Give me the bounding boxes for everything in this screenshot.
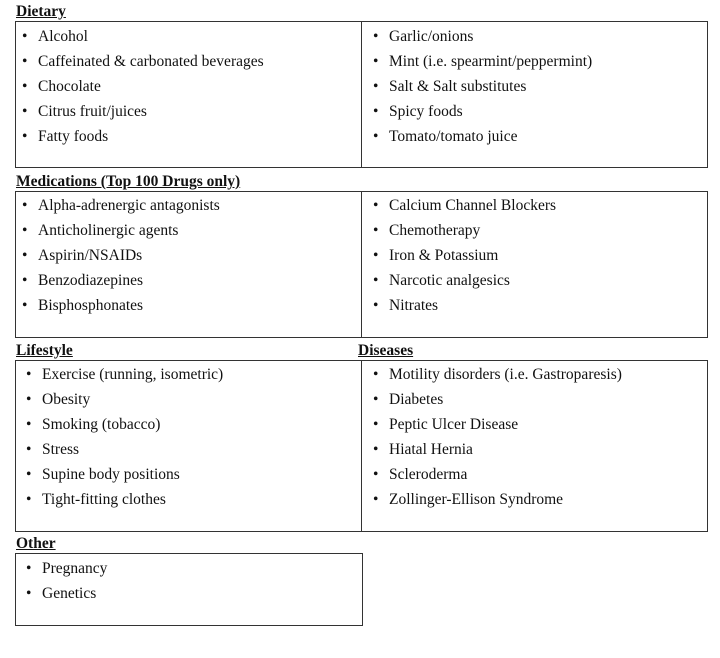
list-item: • Garlic/onions — [373, 28, 474, 45]
list-item: • Narcotic analgesics — [373, 272, 510, 289]
other-heading: Other — [16, 535, 56, 552]
list-item: • Mint (i.e. spearmint/peppermint) — [373, 53, 593, 70]
list-item: • Bisphosphonates — [22, 297, 144, 314]
list-item: • Supine body positions — [26, 466, 180, 483]
medications-right-list — [373, 193, 556, 318]
list-item: • Diabetes — [373, 391, 444, 408]
list-item: • Tomato/tomato juice — [373, 128, 518, 145]
list-item: • Anticholinergic agents — [22, 222, 179, 239]
list-item: • Caffeinated & carbonated beverages — [22, 53, 264, 70]
diseases-list — [373, 362, 622, 512]
list-item: • Alcohol — [22, 28, 88, 45]
list-item: • Hiatal Hernia — [373, 441, 473, 458]
list-item: • Chemotherapy — [373, 222, 481, 239]
dietary-divider — [361, 22, 362, 167]
dietary-heading: Dietary — [16, 3, 66, 20]
list-item: • Iron & Potassium — [373, 247, 499, 264]
list-item: • Chocolate — [22, 78, 101, 95]
list-item: • Benzodiazepines — [22, 272, 144, 289]
list-item: • Spicy foods — [373, 103, 463, 120]
list-item: • Scleroderma — [373, 466, 468, 483]
lifestyle-heading: Lifestyle — [16, 342, 73, 359]
list-item: • Citrus fruit/juices — [22, 103, 147, 120]
list-item: • Zollinger-Ellison Syndrome — [373, 491, 564, 508]
list-item: • Obesity — [26, 391, 91, 408]
list-item: • Salt & Salt substitutes — [373, 78, 527, 95]
diseases-heading: Diseases — [358, 342, 414, 359]
list-item: • Alpha-adrenergic antagonists — [22, 197, 220, 214]
list-item: • Exercise (running, isometric) — [26, 366, 224, 383]
medications-left-list — [22, 193, 220, 318]
list-item: • Stress — [26, 441, 80, 458]
list-item: • Genetics — [26, 585, 97, 602]
list-item: • Peptic Ulcer Disease — [373, 416, 519, 433]
list-item: • Pregnancy — [26, 560, 108, 577]
list-item: • Calcium Channel Blockers — [373, 197, 557, 214]
medications-divider — [361, 192, 362, 337]
list-item: • Tight-fitting clothes — [26, 491, 166, 508]
list-item: • Motility disorders (i.e. Gastroparesis) — [373, 366, 622, 383]
list-item: • Aspirin/NSAIDs — [22, 247, 143, 264]
list-item: • Fatty foods — [22, 128, 109, 145]
other-list — [26, 556, 107, 606]
medications-heading: Medications (Top 100 Drugs only) — [16, 173, 241, 190]
dietary-right-list — [373, 24, 592, 149]
lifestyle-diseases-divider — [361, 361, 362, 531]
list-item: • Smoking (tobacco) — [26, 416, 161, 433]
lifestyle-list — [26, 362, 223, 512]
list-item: • Nitrates — [373, 297, 439, 314]
dietary-left-list — [22, 24, 264, 149]
